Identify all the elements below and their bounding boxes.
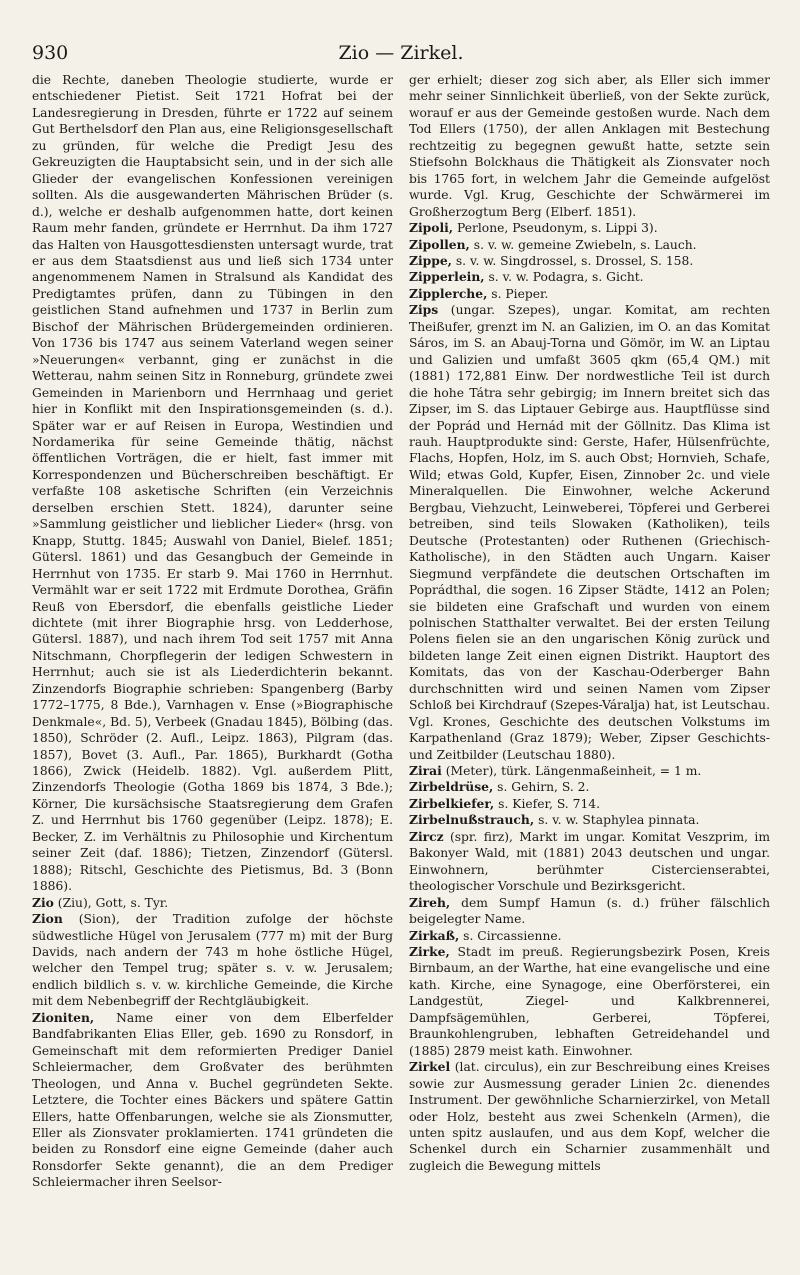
dictionary-entry: [409, 763, 770, 779]
entry-text: (Meter), türk. Längenmaßeinheit, = 1 m.: [441, 764, 702, 779]
entry-lemma: Zirkaß,: [409, 927, 460, 943]
text-columns: [32, 72, 770, 1191]
entry-text: (lat. circulus), ein zur Beschreibung eines Kreises sowie zur Ausmessung gerader Linien 2c. dienendes Instrument. Der gewöhnliche Scharnierzirkel, von Metall oder Holz, besteht aus zwei Schenkeln (Armen), die unten spitz auslaufen, und aus dem Kopf, welcher die Schenkel durch ein Scharnier zusammenhält und zugleich die Bewegung mittels: [409, 1060, 770, 1173]
entry-text: (spr. firz), Markt im ungar. Komitat Veszprim, im Bakonyer Wald, mit (1881) 2043 deutschen und ungar. Einwohnern, berühmter Cistercienserabtei, theologischer Vorschule und Bezirksgericht.: [409, 829, 770, 894]
dictionary-entry: [409, 779, 770, 795]
entry-lemma: Zioniten,: [32, 1009, 95, 1025]
entry-text: dem Sumpf Hamun (s. d.) früher fälschlich beigelegter Name.: [409, 895, 770, 927]
entry-lemma: Zirbelnußstrauch,: [409, 812, 535, 828]
entry-text: s. v. w. Staphylea pinnata.: [534, 813, 700, 828]
dictionary-entry: [409, 1059, 770, 1174]
entry-text: (Sion), der Tradition zufolge der höchste südwestliche Hügel von Jerusalem (777 m) mit der Burg Davids, nach andern der 743 m hohe östliche Hügel, welcher den Tempel trug; später s. v. w. Jerusalem; endlich bildlich s. v. w. kirchliche Gemeinde, die Kirche mit dem Nebenbegriff der Rechtgläubigkeit.: [32, 912, 393, 1009]
dictionary-entry: [409, 812, 770, 828]
entry-lemma: Zirbeldrüse,: [409, 779, 494, 795]
dictionary-entry: [409, 302, 770, 763]
page-number: 930: [32, 42, 69, 64]
entry-text: s. Circassienne.: [459, 928, 562, 943]
entry-text: s. v. w. Podagra, s. Gicht.: [484, 270, 644, 285]
entry-text: ger erhielt; dieser zog sich aber, als Eller sich immer mehr seiner Sinnlichkeit überließ, von der Sekte zurück, worauf er aus der Gemeinde gestoßen wurde. Nach dem Tod Ellers (1750), der allen Anklagen mit Bestechung rechtzeitig zu begegnen gewußt hatte, setzte sein Stiefsohn Bolckhaus die Thätigkeit als Zionsvater noch bis 1765 fort, in welchem Jahr die Gemeinde aufgelöst wurde. Vgl. Krug, Geschichte der Schwärmerei im Großherzogtum Berg (Elberf. 1851).: [409, 73, 770, 219]
entry-text: s. v. w. Singdrossel, s. Drossel, S. 158.: [451, 253, 694, 268]
entry-lemma: Zirai: [409, 763, 442, 779]
dictionary-entry: [32, 911, 393, 1010]
entry-text: die Rechte, daneben Theologie studierte, wurde er entschiedener Pietist. Seit 1721 Hofrat bei der Landesregierung in Dresden, führte er 1722 auf seinem Gut Berthelsdorf den Plan aus, eine Religionsgesellschaft zu gründen, für welche die Predigt Jesu des Gekreuzigten die Hauptabsicht sein, und in der sich alle Glieder der evangelischen Konfessionen vereinigen sollten. Als die ausgewanderten Mährischen Brüder (s. d.), welche er deshalb aufgenommen hatte, dort keinen Raum mehr fanden, gründete er Herrnhut. Da ihm 1727 das Halten von Hausgottesdiensten untersagt wurde, trat er aus dem Staatsdienst aus und ließ sich 1734 unter angenommenem Namen in Stralsund als Kandidat des Predigtamtes prüfen, dann zu Tübingen in den geistlichen Stand aufnehmen und 1737 in Berlin zum Bischof der Mährischen Brüdergemeinden ordinieren. Von 1736 bis 1747 aus seinem Vaterland wegen seiner »Neuerungen« verbannt, ging er zunächst in die Wetterau, nahm seinen Sitz in Ronneburg, gründete zwei Gemeinden in Marienborn und Herrnhaag und geriet hier in Konflikt mit den Inspirationsgemeinden (s. d.). Später war er auf Reisen in Europa, Westindien und Nordamerika für seine Gemeinde thätig, nächst öffentlichen Vorträgen, die er hielt, fast immer mit Korrespondenzen und Bücherschreiben beschäftigt. Er verfaßte 108 asketische Schriften (ein Verzeichnis derselben erschien Stett. 1824), darunter seine »Sammlung geistlicher und lieblicher Lieder« (hrsg. von Knapp, Stuttg. 1845; Auswahl von Daniel, Bielef. 1851; Gütersl. 1861) und das Gesangbuch der Gemeinde in Herrnhut von 1735. Er starb 9. Mai 1760 in Herrnhut. Vermählt war er seit 1722 mit Erdmute Dorothea, Gräfin Reuß von Ebersdorf, die ebenfalls geistliche Lieder dichtete (mit ihrer Biographie hrsg. von Ledderhose, Gütersl. 1887), und nach ihrem Tod seit 1757 mit Anna Nitschmann, Chorpflegerin der ledigen Schwestern in Herrnhut; auch sie ist als Liederdichterin bekannt. Zinzendorfs Biographie schrieben: Spangenberg (Barby 1772–1775, 8 Bde.), Varnhagen v. Ense (»Biographische Denkmale«, Bd. 5), Verbeek (Gnadau 1845), Bölbing (das. 1850), Schröder (2. Aufl., Leipz. 1863), Pilgram (das. 1857), Bovet (3. Aufl., Par. 1865), Burkhardt (Gotha 1866), Zwick (Heidelb. 1882). Vgl. außerdem Plitt, Zinzendorfs Theologie (Gotha 1869 bis 1874, 3 Bde.); Körner, Die kursächsische Staatsregierung dem Grafen Z. und Herrnhut bis 1760 gegenüber (Leipz. 1878); E. Becker, Z. im Verhältnis zu Philosophie und Kirchentum seiner Zeit (daf. 1886); Tietzen, Zinzendorf (Gütersl. 1888); Ritschl, Geschichte des Pietismus, Bd. 3 (Bonn 1886).: [32, 73, 393, 894]
entry-lemma: Zirbelkiefer,: [409, 795, 495, 811]
left-column: [32, 72, 393, 1191]
entry-text: (Ziu), Gott, s. Tyr.: [53, 895, 169, 910]
dictionary-entry: [409, 829, 770, 895]
entry-lemma: Zircz: [409, 828, 444, 844]
dictionary-entry: [409, 796, 770, 812]
dictionary-entry: [409, 253, 770, 269]
dictionary-entry: [32, 72, 393, 895]
dictionary-entry: [409, 72, 770, 220]
entry-lemma: Zipollen,: [409, 236, 470, 252]
entry-text: Perlone, Pseudonym, s. Lippi 3).: [453, 221, 658, 236]
entry-lemma: Zirke,: [409, 944, 450, 960]
dictionary-entry: [409, 928, 770, 944]
entry-text: s. v. w. gemeine Zwiebeln, s. Lauch.: [469, 237, 697, 252]
entry-text: s. Kiefer, S. 714.: [494, 796, 601, 811]
right-column: [409, 72, 770, 1191]
dictionary-entry: [32, 1010, 393, 1191]
entry-lemma: Zipoli,: [409, 220, 454, 236]
dictionary-entry: [409, 895, 770, 928]
entry-text: s. Pieper.: [487, 286, 549, 301]
entry-text: s. Gehirn, S. 2.: [493, 780, 590, 795]
entry-lemma: Zips: [409, 302, 439, 318]
entry-lemma: Zio: [32, 894, 54, 910]
entry-lemma: Zirkel: [409, 1059, 451, 1075]
entry-lemma: Zireh,: [409, 894, 451, 910]
dictionary-entry: [409, 944, 770, 1059]
entry-lemma: Zippe,: [409, 252, 452, 268]
dictionary-entry: [409, 237, 770, 253]
dictionary-entry: [409, 220, 770, 236]
entry-lemma: Zion: [32, 911, 63, 927]
dictionary-entry: [32, 895, 393, 911]
entry-lemma: Zipperlein,: [409, 269, 485, 285]
dictionary-entry: [409, 269, 770, 285]
entry-text: Name einer von dem Elberfelder Bandfabrikanten Elias Eller, geb. 1690 zu Ronsdorf, in Gemeinschaft mit dem reformierten Prediger Daniel Schleiermacher, dem Großvater des berühmten Theologen, und Anna v. Buchel gegründeten Sekte. Letztere, die Tochter eines Bäckers und spätere Gattin Ellers, hatte Offenbarungen, welche sie als Zionsmutter, Eller als Zionsvater proklamierten. 1741 gründeten die beiden zu Ronsdorf eine eigne Gemeinde (daher auch Ronsdorfer Sekte genannt), die an dem Prediger Schleiermacher ihren Seelsor-: [32, 1010, 393, 1190]
running-head: Zio — Zirkel.: [338, 42, 464, 64]
entry-lemma: Zipplerche,: [409, 285, 488, 301]
page-header: [32, 38, 770, 72]
entry-text: (ungar. Szepes), ungar. Komitat, am rechten Theißufer, grenzt im N. an Galizien, im O. an das Komitat Sáros, im S. an Abauj-Torna und Gömör, im W. an Liptau und Galizien und umfaßt 3605 qkm (65,4 QM.) mit (1881) 172,881 Einw. Der nordwestliche Teil ist durch die hohe Tátra sehr gebirgig; im Innern breitet sich das Zipser, im S. das Liptauer Gebirge aus. Hauptflüsse sind der Poprád und Hernád mit der Göllnitz. Das Klima ist rauh. Hauptprodukte sind: Gerste, Hafer, Hülsenfrüchte, Flachs, Hopfen, Holz, im S. auch Obst; Hornvieh, Schafe, Wild; etwas Gold, Kupfer, Eisen, Zinnober 2c. und viele Mineralquellen. Die Einwohner, welche Ackerund Bergbau, Viehzucht, Leinweberei, Töpferei und Gerberei betreiben, sind teils Slowaken (Katholiken), teils Deutsche (Protestanten) oder Ruthenen (Griechisch-Katholische), in den Städten auch Ungarn. Kaiser Siegmund verpfändete die deutschen Ortschaften im Poprádthal, die sogen. 16 Zipser Städte, 1412 an Polen; sie bildeten eine Grafschaft und wurden von einem polnischen Statthalter verwaltet. Bei der ersten Teilung Polens fielen sie an den ungarischen König zurück und bildeten lange Zeit einen eignen Distrikt. Hauptort des Komitats, das von der Kaschau-Oderberger Bahn durchschnitten wird und seinen Namen vom Zipser Schloß bei Kirchdrauf (Szepes-Váralja) hat, ist Leutschau. Vgl. Krones, Geschichte des deutschen Volkstums im Karpathenland (Graz 1879); Weber, Zipser Geschichts- und Zeitbilder (Leutschau 1880).: [409, 303, 770, 762]
entry-text: Stadt im preuß. Regierungsbezirk Posen, Kreis Birnbaum, an der Warthe, hat eine evangelische und eine kath. Kirche, eine Synagoge, eine Oberförsterei, ein Landgestüt, Ziegel- und Kalkbrennerei, Dampfsägemühlen, Gerberei, Töpferei, Braunkohlengruben, lebhaften Getreidehandel und (1885) 2879 meist kath. Einwohner.: [409, 945, 770, 1058]
dictionary-entry: [409, 286, 770, 302]
